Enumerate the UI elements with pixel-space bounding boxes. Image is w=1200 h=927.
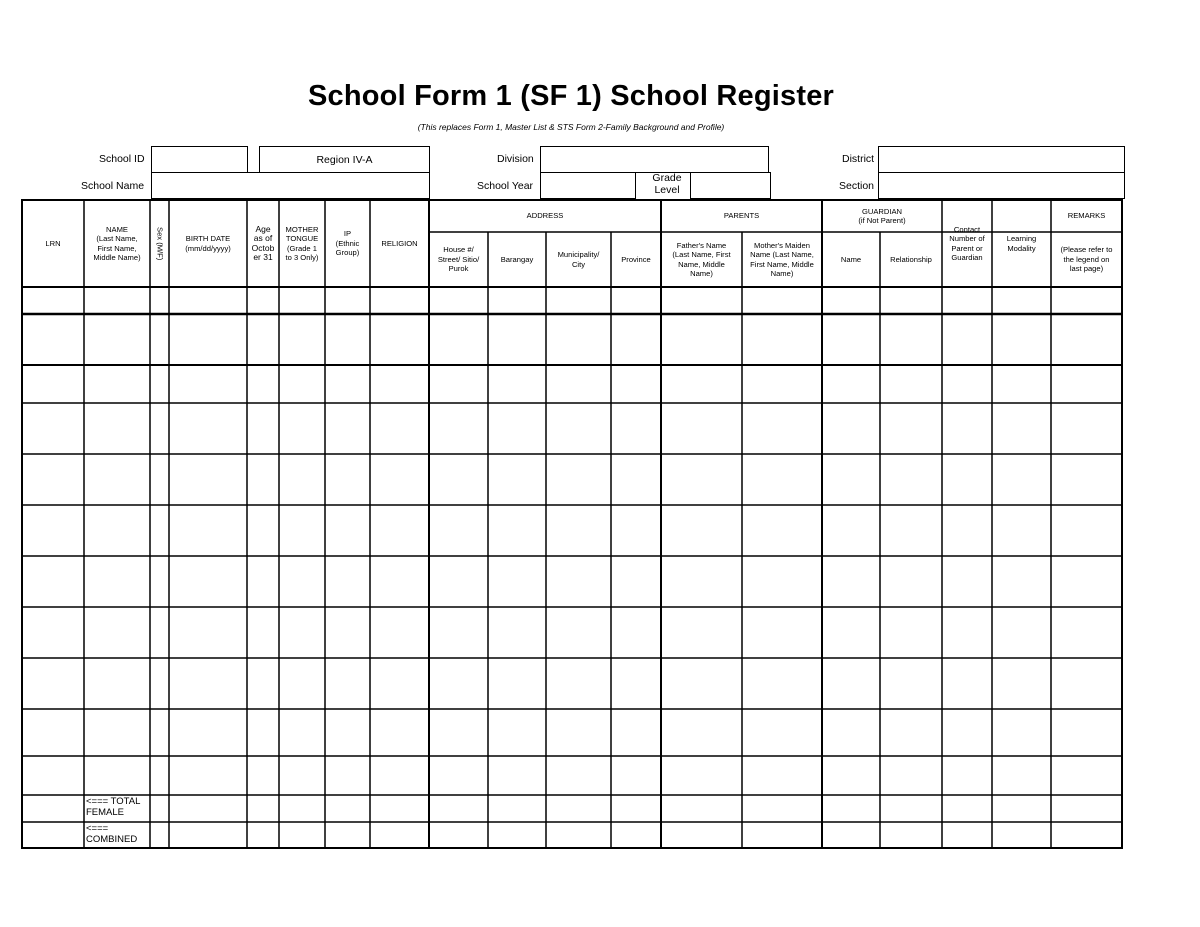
header-address: ADDRESS <box>526 211 564 221</box>
header-age: Age as of Octob er 31 <box>251 223 275 262</box>
header-contact: Contact Number of Parent or Guardian <box>949 224 985 262</box>
header-guardian-name: Name <box>840 254 862 264</box>
header-name: NAME (Last Name, First Name, Middle Name) <box>93 224 141 262</box>
header-learning-modality: Learning Modality <box>1006 234 1037 253</box>
header-remarks-note: (Please refer to the legend on last page) <box>1060 245 1113 274</box>
section-label: Section <box>839 180 875 192</box>
header-ip: IP (Ethnic Group) <box>335 229 360 258</box>
header-religion: RELIGION <box>381 238 418 248</box>
header-house: House #/ Street/ Sitio/ Purok <box>437 245 480 274</box>
division-label: Division <box>497 153 534 165</box>
grade-level-label: Grade Level <box>652 172 682 196</box>
header-barangay: Barangay <box>500 254 534 264</box>
header-guardian: GUARDIAN (if Not Parent) <box>858 206 906 225</box>
header-sex <box>150 200 169 287</box>
district-label: District <box>842 153 875 165</box>
school-name-label: School Name <box>81 180 145 192</box>
header-relationship: Relationship <box>890 254 932 264</box>
combined-label: <=== COMBINED <box>86 823 138 845</box>
header-lrn: LRN <box>45 238 61 248</box>
school-year-label: School Year <box>477 180 534 192</box>
header-province: Province <box>621 254 651 264</box>
page-subtitle: (This replaces Form 1, Master List & STS Form 2-Family Background and Profile) <box>417 122 725 132</box>
header-sex-text: Sex (M/F) <box>155 226 165 261</box>
header-birth-date: BIRTH DATE (mm/dd/yyyy) <box>185 234 231 253</box>
header-mother-name: Mother's Maiden Name (Last Name, First Name, Middle Name) <box>750 240 814 278</box>
region-field[interactable]: Region IV-A <box>259 146 430 173</box>
school-id-label: School ID <box>99 153 145 165</box>
header-remarks: REMARKS <box>1067 211 1106 221</box>
total-female-label: <=== TOTAL FEMALE <box>86 796 141 818</box>
header-father-name: Father's Name (Last Name, First Name, Middle Name) <box>672 240 731 278</box>
header-municipality: Municipality/ City <box>557 250 600 269</box>
page-title: School Form 1 (SF 1) School Register <box>307 80 835 112</box>
header-parents: PARENTS <box>723 211 760 221</box>
header-mother-tongue: MOTHER TONGUE (Grade 1 to 3 Only) <box>285 224 319 262</box>
